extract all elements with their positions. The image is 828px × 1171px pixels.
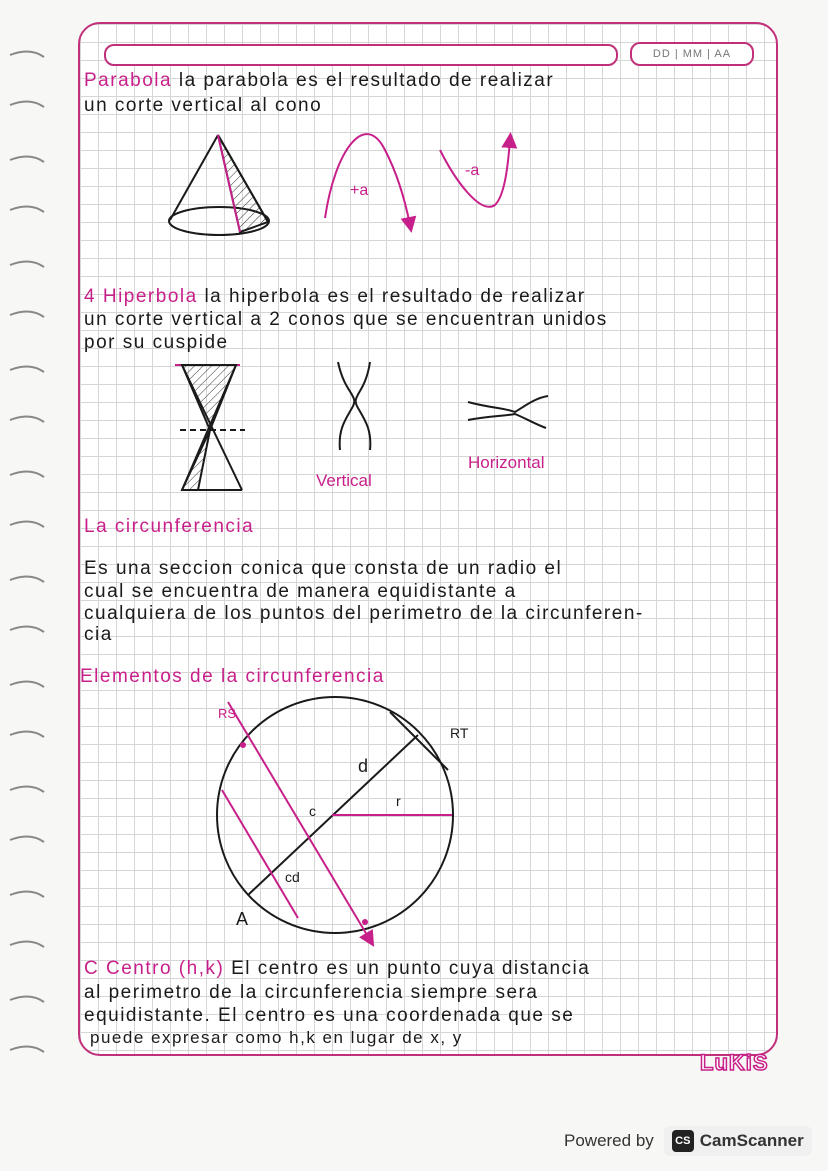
center-line-3: equidistante. El centro es una coordenada que se (84, 1005, 575, 1026)
horizontal-hyperbola-figure (468, 396, 548, 472)
parabola-up-figure (325, 134, 410, 225)
parabola-down-figure (440, 140, 510, 207)
center-title: C Centro (h,k) (84, 958, 225, 979)
camscanner-footer (564, 1124, 812, 1158)
label-rt: RT (450, 725, 469, 741)
label-vertical: Vertical (316, 471, 372, 490)
camscanner-brand: CamScanner (699, 1131, 804, 1150)
circle-line-2: cual se encuentra de manera equidistante a (84, 581, 517, 602)
circle-line-1: Es una seccion conica que consta de un radio el (84, 558, 563, 579)
elements-title: Elementos de la circunferencia (80, 666, 385, 687)
parabola-line-2: un corte vertical al cono (84, 95, 323, 116)
cone-figure (169, 135, 269, 235)
label-d: d (358, 756, 369, 776)
hyperbola-line-3: por su cuspide (84, 332, 229, 353)
powered-by-text: Powered by (564, 1131, 654, 1150)
parabola-title: Parabola (84, 70, 173, 91)
vertical-hyperbola-figure (316, 362, 372, 490)
label-cd: cd (285, 869, 300, 885)
label-c: c (309, 803, 316, 819)
camscanner-badge[interactable] (664, 1126, 812, 1156)
center-line-4: puede expresar como h,k en lugar de x, y (90, 1028, 463, 1047)
label-rs: RS (218, 706, 237, 721)
camscanner-icon: CS (672, 1130, 694, 1152)
label-a: A (236, 909, 249, 929)
center-line-2: al perimetro de la circunferencia siempre sera (84, 982, 539, 1003)
hyperbola-line-1: 4 Hiperbola la hiperbola es el resultado de realizar (84, 286, 586, 307)
center-line-1: C Centro (h,k) El centro es un punto cuya distancia (84, 958, 591, 979)
label-plus-a: +a (350, 182, 369, 199)
circle-title: La circunferencia (84, 516, 255, 537)
circle-line-3: cualquiera de los puntos del perimetro de la circunferen- (84, 603, 644, 624)
circle-figure (217, 697, 469, 940)
parabola-line-1: Parabola la parabola es el resultado de realizar (84, 70, 555, 91)
hyperbola-title: 4 Hiperbola (84, 286, 198, 307)
circle-line-4: cia (84, 624, 113, 645)
lukis-logo: LuKiS (700, 1050, 769, 1075)
label-horizontal: Horizontal (468, 453, 545, 472)
double-cone-figure (175, 365, 245, 490)
label-r: r (396, 793, 401, 809)
hyperbola-line-2: un corte vertical a 2 conos que se encuentran unidos (84, 309, 608, 330)
label-minus-a: -a (465, 162, 480, 179)
date-box: DD | MM | AA (630, 42, 754, 66)
